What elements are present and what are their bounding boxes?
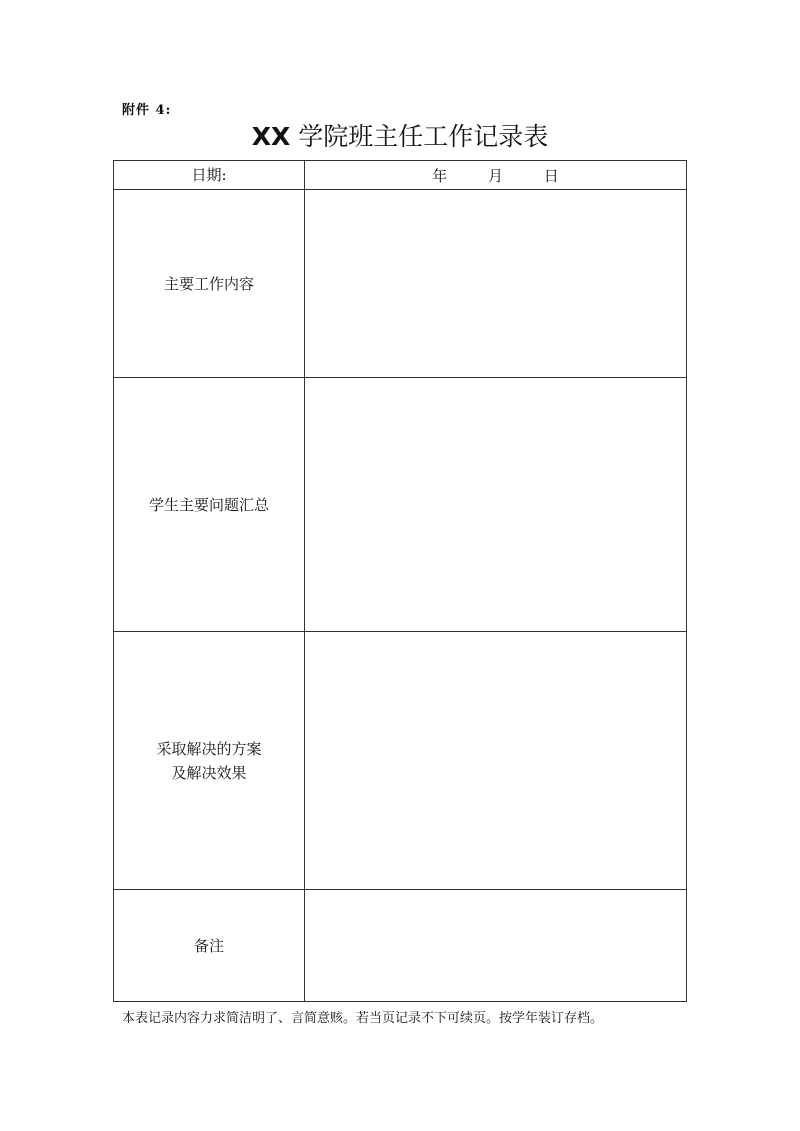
solution-label-line2: 及解决效果 xyxy=(171,763,247,782)
solution-row xyxy=(114,632,687,890)
main-work-row xyxy=(114,190,687,378)
date-day-label: 日 xyxy=(543,166,559,185)
date-month-label: 月 xyxy=(487,166,503,185)
solution-field[interactable] xyxy=(305,632,687,890)
solution-label-line1: 采取解决的方案 xyxy=(156,739,262,758)
main-work-label: 主要工作内容 xyxy=(114,190,305,378)
student-issues-field[interactable] xyxy=(305,378,687,632)
date-field[interactable] xyxy=(305,161,687,190)
title-prefix: XX xyxy=(251,122,291,151)
remarks-field[interactable] xyxy=(305,890,687,1002)
date-row xyxy=(114,161,687,190)
date-label: 日期: xyxy=(114,161,305,190)
student-issues-label: 学生主要问题汇总 xyxy=(114,378,305,632)
page-title xyxy=(0,120,800,154)
title-main: 学院班主任工作记录表 xyxy=(298,122,549,151)
solution-label xyxy=(114,632,305,890)
remarks-label: 备注 xyxy=(114,890,305,1002)
main-work-field[interactable] xyxy=(305,190,687,378)
date-year-label: 年 xyxy=(432,166,448,185)
footnote: 本表记录内容力求简洁明了、言简意赅。若当页记录不下可续页。按学年装订存档。 xyxy=(122,1011,604,1026)
remarks-row xyxy=(114,890,687,1002)
work-record-table xyxy=(113,160,687,1002)
attachment-label: 附件 4: xyxy=(122,103,172,118)
student-issues-row xyxy=(114,378,687,632)
